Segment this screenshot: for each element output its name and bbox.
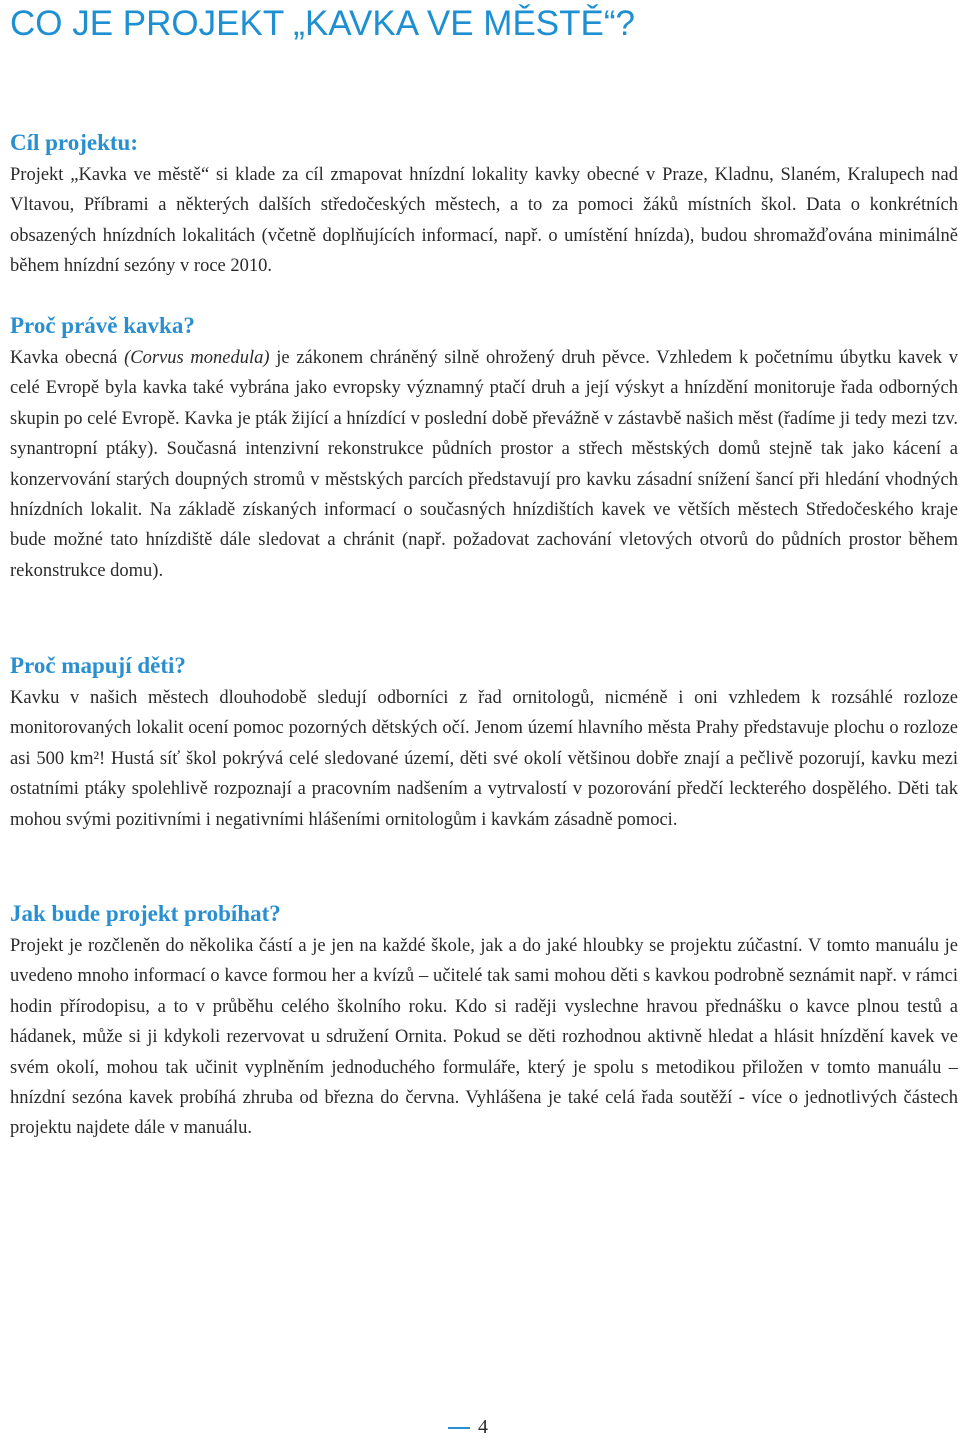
section-body-how-it-works: Projekt je rozčleněn do několika částí a je jen na každé škole, jak a do jaké hloubky se projektu zúčastní. V tomto manuálu je uvedeno mnoho informací o kavce formou her a kvízů – učitelé tak sami mohou děti s kavkou podrobně seznámit např. v rámci hodin přírodopisu, a to v průběhu celého školního roku. Kdo si raději vyslechne hravou přednášku o kavce plnou testů a hádanek, může si ji kdykoli rezervovat u sdružení Ornita. Pokud se děti rozhodnou aktivně hledat a hlásit hnízdění kavek ve svém okolí, mohou tak učinit vyplněním jednoduchého formuláře, který je spolu s metodikou přiložen v tomto manuálu – hnízdní sezóna kavek probíhá zhruba od března do června. Vyhlášena je také celá řada soutěží - více o jednotlivých částech projektu najdete dále v manuálu. — [10, 936, 958, 1139]
section-why-jackdaw — [10, 311, 958, 586]
section-heading-why-children: Proč mapují děti? — [10, 653, 186, 678]
section-heading-goal: Cíl projektu: — [10, 130, 138, 155]
body-text: Kavka obecná — [10, 348, 125, 368]
page-number — [448, 1414, 488, 1440]
section-why-children — [10, 651, 958, 835]
page-title: CO JE PROJEKT „KAVKA VE MĚSTĚ“? — [10, 4, 635, 43]
section-body-why-jackdaw — [10, 343, 958, 586]
section-how-it-works — [10, 899, 958, 1144]
section-goal — [10, 128, 958, 282]
section-body-goal: Projekt „Kavka ve městě“ si klade za cíl zmapovat hnízdní lokality kavky obecné v Praze, Kladnu, Slaném, Kralupech nad Vltavou, Příbrami a některých dalších středočeských městech, a to za pomoci žáků místních škol. Data o konkrétních obsazených hnízdních lokalitách (včetně doplňujících informací, např. o umístění hnízda), budou shromažďována minimálně během hnízdní sezóny v roce 2010. — [10, 165, 958, 277]
page-number-dash — [448, 1427, 470, 1429]
page-number-value: 4 — [478, 1416, 488, 1438]
body-text: je zákonem chráněný silně ohrožený druh pěvce. Vzhledem k početnímu úbytku kavek v celé Evropě byla kavka také vybrána jako evropsky významný ptačí druh a její výskyt a hnízdění monitoruje řada odborných skupin po celé Evropě. Kavka je pták žijící a hnízdící v poslední době převážně v zástavbě našich měst (řadíme ji tedy mezi tzv. synantropní ptáky). Současná intenzivní rekonstrukce půdních prostor a střech městských domů stejně tak jako kácení a konzervování starých doupných stromů v městských parcích představují pro kavku zásadní snížení šancí při hledání vhodných hnízdních lokalit. Na základě získaných informací o současných hnízdištích kavek ve větších městech Středočeského kraje bude možné tato hnízdiště dále sledovat a chránit (např. požadovat zachování vletových otvorů do půdních prostor během rekonstrukce domu). — [10, 348, 958, 581]
section-heading-how-it-works: Jak bude projekt probíhat? — [10, 901, 281, 926]
section-body-why-children: Kavku v našich městech dlouhodobě sledují odborníci z řad ornitologů, nicméně i oni vzhledem k rozsáhlé rozloze monitorovaných lokalit ocení pomoc pozorných dětských očí. Jenom území hlavního města Prahy představuje plochu o rozloze asi 500 km²! Hustá síť škol pokrývá celé sledované území, děti své okolí většinou dobře znají a pečlivě pozorují, kavku mezi ostatními ptáky spolehlivě rozpoznají a pracovním nadšením a vytrvalostí v pozorování předčí leckterého dospělého. Děti tak mohou svými pozitivními i negativními hlášeními ornitologům i kavkám zásadně pomoci. — [10, 688, 958, 830]
latin-species-name: (Corvus monedula) — [124, 348, 270, 368]
section-heading-why-jackdaw: Proč právě kavka? — [10, 313, 195, 338]
